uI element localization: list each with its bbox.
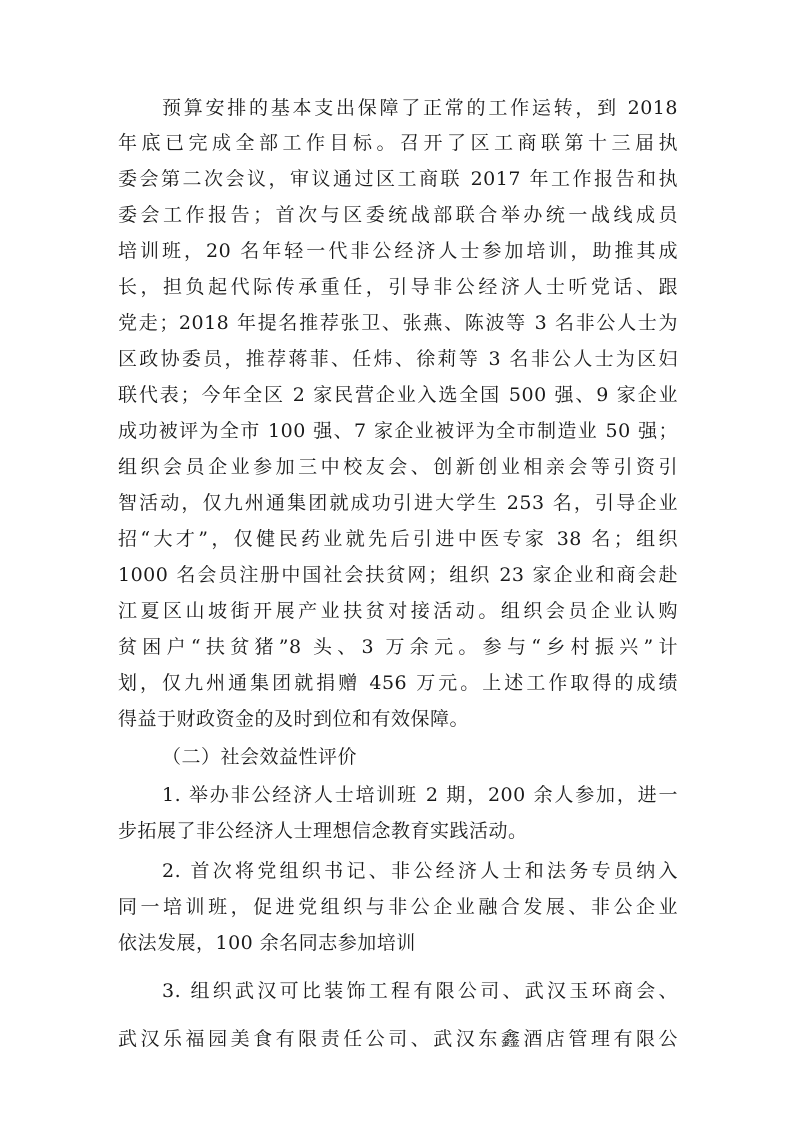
paragraph-line: 1000 名会员注册中国社会扶贫网；组织 23 家企业和商会赴 — [118, 564, 678, 586]
list-item-line: 3. 组织武汉可比装饰工程有限公司、武汉玉环商会、 — [162, 980, 678, 1002]
paragraph-line: 联代表；今年全区 2 家民营企业入选全国 500 强、9 家企业 — [118, 384, 678, 406]
paragraph-line: 委会工作报告；首次与区委统战部联合举办统一战线成员 — [118, 204, 678, 226]
paragraph-line: 预算安排的基本支出保障了正常的工作运转，到 2018 — [162, 97, 678, 119]
paragraph-line: 成功被评为全市 100 强、7 家企业被评为全市制造业 50 强； — [118, 420, 678, 442]
paragraph-line: 组织会员企业参加三中校友会、创新创业相亲会等引资引 — [118, 456, 678, 478]
paragraph-line: 委会第二次会议，审议通过区工商联 2017 年工作报告和执 — [118, 168, 678, 190]
list-item-line: 武汉乐福园美食有限责任公司、武汉东鑫酒店管理有限公 — [118, 1028, 678, 1050]
paragraph-line: 智活动，仅九州通集团就成功引进大学生 253 名，引导企业 — [118, 492, 678, 514]
paragraph-line: 招“大才”，仅健民药业就先后引进中医专家 38 名；组织 — [118, 528, 678, 550]
paragraph-line: 区政协委员，推荐蒋菲、任炜、徐莉等 3 名非公人士为区妇 — [118, 348, 678, 370]
paragraph-line: 培训班，20 名年轻一代非公经济人士参加培训，助推其成 — [118, 240, 678, 262]
list-item-line: 依法发展，100 余名同志参加培训 — [118, 932, 416, 954]
section-heading: （二）社会效益性评价 — [162, 746, 358, 768]
list-item-line: 步拓展了非公经济人士理想信念教育实践活动。 — [118, 820, 528, 842]
paragraph-line: 党走；2018 年提名推荐张卫、张燕、陈波等 3 名非公人士为 — [118, 312, 678, 334]
paragraph-line: 划，仅九州通集团就捐赠 456 万元。上述工作取得的成绩 — [118, 672, 678, 694]
paragraph-line: 长，担负起代际传承重任，引导非公经济人士听党话、跟 — [118, 276, 678, 298]
paragraph-line: 贫困户“扶贫猪”8 头、3 万余元。参与“乡村振兴”计 — [118, 636, 678, 658]
paragraph-line: 得益于财政资金的及时到位和有效保障。 — [118, 708, 470, 730]
paragraph-line: 年底已完成全部工作目标。召开了区工商联第十三届执 — [118, 132, 678, 154]
paragraph-line: 江夏区山坡街开展产业扶贫对接活动。组织会员企业认购 — [118, 600, 678, 622]
list-item-line: 2. 首次将党组织书记、非公经济人士和法务专员纳入 — [162, 860, 678, 882]
list-item-line: 1. 举办非公经济人士培训班 2 期，200 余人参加，进一 — [162, 784, 678, 806]
list-item-line: 同一培训班，促进党组织与非公企业融合发展、非公企业 — [118, 896, 678, 918]
